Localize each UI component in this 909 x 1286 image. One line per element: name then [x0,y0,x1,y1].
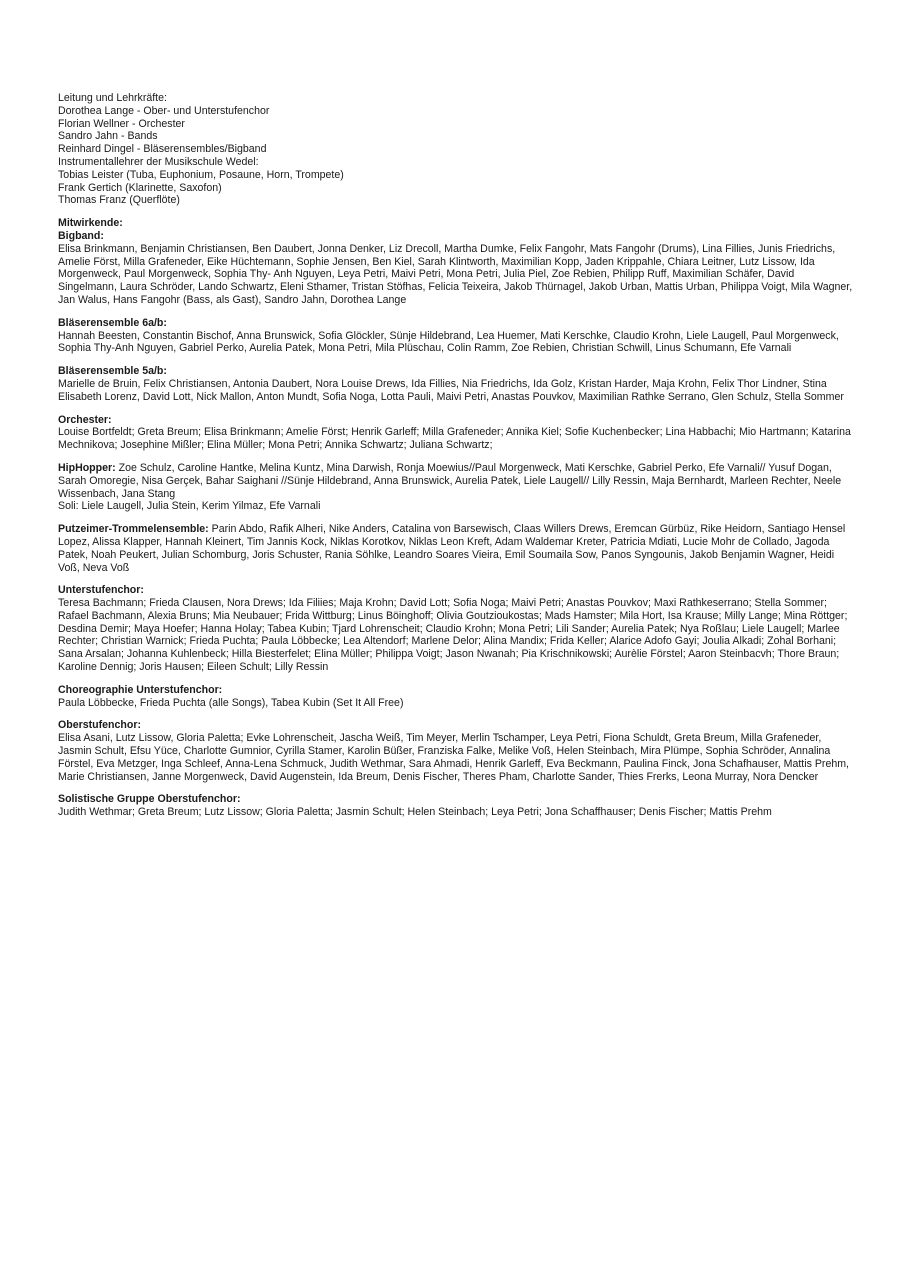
trommel-heading: Putzeimer-Trommelensemble: [58,523,209,536]
choreo-heading: Choreographie Unterstufenchor: [58,683,223,696]
hiphopper-paragraph [58,462,854,500]
orchester-section [58,414,854,452]
choreo-members: Paula Löbbecke, Frieda Puchta (alle Songs), Tabea Kubin (Set It All Free) [58,696,404,709]
staff-line: Reinhard Dingel - Bläserensembles/Bigband [58,143,267,156]
staff-line: Thomas Franz (Querflöte) [58,194,180,207]
blaeser5-members: Marielle de Bruin, Felix Christiansen, Antonia Daubert, Nora Louise Drews, Ida Fillies, Nia Friedrichs, Ida Golz, Kristan Harder, Maja Krohn, Felix Thor Lindner, Stina Elisabeth Lorenz, David Lott, Nick Mallon, Anton Mundt, Sofia Noga, Lotta Pauli, Maivi Petri, Anastas Pouvkov, Maximilian Rathke Serrano, Glen Schulz, Stella Sommer [58,377,844,403]
bigband-members: Elisa Brinkmann, Benjamin Christiansen, Ben Daubert, Jonna Denker, Liz Drecoll, Martha Dumke, Felix Fangohr, Mats Fangohr (Drums), Lina Fillies, Junis Friedrichs, Amelie Först, Milla Grafeneder, Eike Hüchtemann, Sophie Jensen, Ben Kiel, Sarah Klintworth, Maximilian Kopp, Jaden Krippahle, Chiara Leitner, Lutz Lissow, Ida Morgenweck, Paul Morgenweck, Sophia Thy- Anh Nguyen, Leya Petri, Maivi Petri, Mona Petri, Julia Piel, Zoe Rebien, Philipp Ruff, Maximilian Schäfer, David Singelmann, Laura Schröder, Lando Schwartz, Eleni Sthamer, Tristan Stöfhas, Felicia Teixeira, Jakob Thürnagel, Jakob Urban, Mattis Urban, Philippa Voigt, Mila Wagner, Jan Walus, Hans Fangohr (Bass, als Gast), Sandro Jahn, Dorothea Lange [58,242,853,306]
solistisch-members: Judith Wethmar; Greta Breum; Lutz Lissow; Gloria Paletta; Jasmin Schult; Helen Steinbach; Leya Petri; Jona Schaffhauser; Denis Fischer; Mattis Prehm [58,806,772,819]
unterstufenchor-members: Teresa Bachmann; Frieda Clausen, Nora Drews; Ida Filiies; Maja Krohn; David Lott; Sofia Noga; Maivi Petri; Anastas Pouvkov; Maxi Rathkeserrano; Stella Sommer; Rafael Bachmann, Alexia Bruns; Mia Neubauer; Frida Wittburg; Linus Böinghoff; Olivia Goutzioukostas; Mads Hamster; Mila Hort, Isa Krause; Milly Lange; Mina Röttger; Desdina Demir; Maya Hoefer; Hanna Holay; Tabea Kubin; Tjard Lohrenscheit; Claudio Krohn; Mona Petri; Lili Sander; Aurelia Patek; Nya Roßlau; Liele Laugell; Marlee Rechter; Christian Warnick; Frieda Puchta; Paula Löbbecke; Lea Altendorf; Marlene Delor; Alina Mandix; Frida Keller; Alarice Adofo Gayi; Joulia Alkadi; Zohal Borhani; Sana Arsalan; Johanna Kuhlenbeck; Hilla Biesterfelet; Elina Müller; Philippa Voigt; Jason Nwanah; Pia Krischnikowski; Aurèlie Förstel; Aaron Steinbacvh; Thore Braun; Karoline Dennig; Joris Hausen; Eileen Schult; Lilly Ressin [58,597,848,674]
blaeser6-members: Hannah Beesten, Constantin Bischof, Anna Brunswick, Sofia Glöckler, Sünje Hildebrand, Lea Huemer, Mati Kerschke, Claudio Krohn, Liele Laugell, Paul Morgenweck, Sophia Thy-Anh Nguyen, Gabriel Perko, Aurelia Patek, Mona Petri, Mila Plüschau, Colin Ramm, Zoe Rebien, Christian Schwill, Linus Schumann, Efe Varnali [58,329,839,355]
oberstufenchor-heading: Oberstufenchor: [58,719,141,732]
document-page [58,92,854,819]
staff-line: Florian Wellner - Orchester [58,117,185,130]
staff-line: Frank Gertich (Klarinette, Saxofon) [58,181,222,194]
unterstufenchor-section [58,584,854,674]
solistisch-heading: Solistische Gruppe Oberstufenchor: [58,793,241,806]
hiphopper-heading: HipHopper: [58,461,116,474]
oberstufenchor-members: Elisa Asani, Lutz Lissow, Gloria Paletta; Evke Lohrenscheit, Jascha Weiß, Tim Meyer, Merlin Tschamper, Leya Petri, Fiona Schuldt, Greta Breum, Milla Grafeneder, Jasmin Schult, Efsu Yüce, Charlotte Gumnior, Cyrilla Stamer, Karolin Büßer, Franziska Falke, Melike Voß, Helen Steinbach, Mira Plümpe, Sophia Schröder, Annalina Förstel, Eva Metzger, Inga Schleef, Anna-Lena Schmuck, Judith Wethmar, Sara Ahmadi, Henrik Garleff, Eva Beckmann, Paulina Finck, Jona Schafhauser, Mattis Prehm, Marie Christiansen, Janne Morgenweck, David Augenstein, Ida Breum, Denis Fischer, Theres Pham, Charlotte Sander, Thies Frerks, Leona Murray, Nora Dencker [58,732,849,783]
participants-section [58,217,854,307]
staff-line: Instrumentallehrer der Musikschule Wedel: [58,155,259,168]
blaeser6-section [58,317,854,355]
trommel-section [58,523,854,574]
oberstufenchor-section [58,719,854,783]
trommel-paragraph [58,523,854,574]
orchester-members: Louise Bortfeldt; Greta Breum; Elisa Brinkmann; Amelie Först; Henrik Garleff; Milla Grafeneder; Annika Kiel; Sofie Kuchenbecker; Lina Habbachi; Mio Hartmann; Katarina Mechnikova; Josephine Mißler; Elina Müller; Mona Petri; Annika Schwartz; Juliana Schwartz; [58,426,851,452]
unterstufenchor-heading: Unterstufenchor: [58,584,144,597]
staff-line: Dorothea Lange - Ober- und Unterstufenchor [58,104,270,117]
staff-line: Sandro Jahn - Bands [58,130,158,143]
participants-heading: Mitwirkende: [58,217,123,230]
hiphopper-members: Zoe Schulz, Caroline Hantke, Melina Kuntz, Mina Darwish, Ronja Moewius//Paul Morgenweck, Mati Kerschke, Gabriel Perko, Efe Varnali// Yusuf Dogan, Sarah Omoregie, Nisa Gerçek, Bahar Saighani //Sünje Hildebrand, Anna Brunswick, Aurelia Patek, Liele Laugell// Lilly Ressin, Maja Bernhardt, Marleen Rechter, Neele Wissenbach, Jana Stang [58,461,842,500]
choreo-section [58,684,854,710]
hiphopper-section [58,462,854,513]
bigband-heading: Bigband: [58,229,104,242]
blaeser5-section [58,365,854,403]
blaeser5-heading: Bläserensemble 5a/b: [58,365,167,378]
staff-line: Tobias Leister (Tuba, Euphonium, Posaune, Horn, Trompete) [58,168,344,181]
blaeser6-heading: Bläserensemble 6a/b: [58,316,167,329]
trommel-members: Parin Abdo, Rafik Alheri, Nike Anders, Catalina von Barsewisch, Claas Willers Drews, Eremcan Gürbüz, Rike Heidorn, Santiago Hensel Lopez, Alissa Klapper, Hannah Kleinert, Tim Jannis Kock, Niklas Korotkov, Niklas Leon Kreft, Adam Waldemar Kreter, Patricia Mdiati, Lucie Mohr de Collado, Jagoda Patek, Noah Peukert, Julian Schomburg, Joris Schuster, Rania Söhlke, Leandro Soares Vieira, Emil Soumaila Sow, Panos Syngounis, Jakob Benjamin Wagner, Heidi Voß, Neva Voß [58,523,846,574]
staff-section [58,92,854,207]
hiphopper-soli: Soli: Liele Laugell, Julia Stein, Kerim Yilmaz, Efe Varnali [58,500,321,513]
orchester-heading: Orchester: [58,413,112,426]
staff-heading: Leitung und Lehrkräfte: [58,92,167,104]
solistisch-section [58,793,854,819]
